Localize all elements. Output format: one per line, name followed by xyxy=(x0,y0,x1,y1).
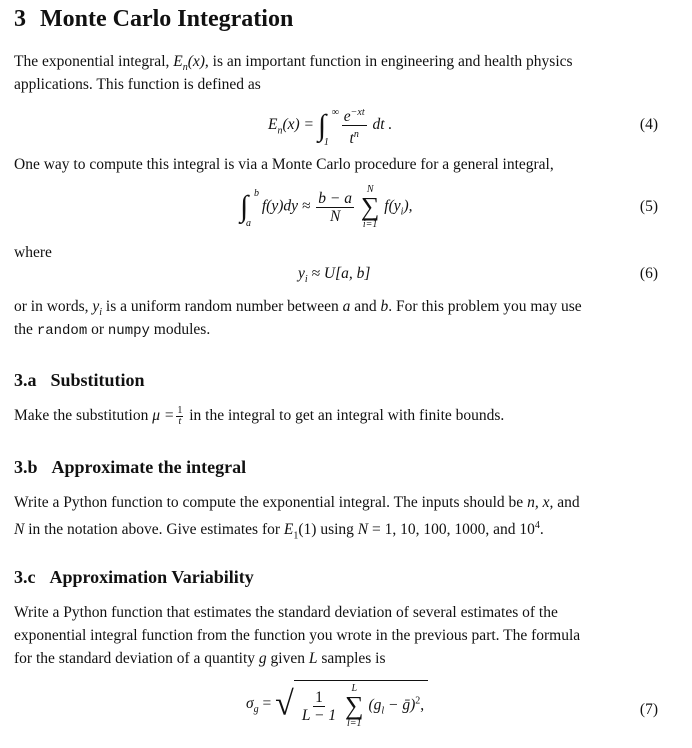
equation-4-number: (4) xyxy=(639,116,658,133)
intro-line-1: The exponential integral, $E_n(x)$, is an important function in engineering and health physics xyxy=(14,53,573,74)
integral-sign: ∫ ∞ 1 xyxy=(317,106,340,148)
integral-sign: ∫ b a xyxy=(240,188,259,229)
subsection-b-line-2: N in the notation above. Give estimates for $E_1(1)$ using N = 1, 10, 100, 1000, and $10^4$. xyxy=(14,520,544,542)
intro-line-2: applications. This function is defined as xyxy=(14,76,261,93)
equation-7: $\sigma_g$ = √ $\frac{1}{L - 1}$ L ∑ l=1 ($g_l$ − ḡ)$^2$, xyxy=(246,680,428,729)
subsection-c-line-3: for the standard deviation of a quantity g given L samples is xyxy=(14,650,386,667)
subsection-heading-a: 3.a Substitution xyxy=(14,370,145,390)
code-numpy: numpy xyxy=(107,323,150,339)
subsection-c-line-1: Write a Python function that estimates the standard deviation of several estimates of the xyxy=(14,604,558,621)
equation-5: ∫ b a f(y)dy ≈ $\frac{b - a}{N}$ N ∑ i=1 $f(y_i)$, xyxy=(240,184,413,230)
fraction: $\frac{1}{t}$ xyxy=(177,404,183,427)
code-random: random xyxy=(36,323,88,339)
words-line-1: or in words, $y_i$ is a uniform random number between a and b. For this problem you may use xyxy=(14,298,582,319)
subsection-heading-c: 3.c Approximation Variability xyxy=(14,567,254,587)
section-heading xyxy=(14,4,293,34)
mc-text: One way to compute this integral is via a Monte Carlo procedure for a general integral, xyxy=(14,156,554,173)
equation-4: $E_n(x)$ = ∫ ∞ 1 $\frac{e^{-xt}}{t^n}$ dt . xyxy=(268,104,392,147)
section-title: Monte Carlo Integration xyxy=(40,6,294,32)
fraction: $\frac{1}{L - 1}$ xyxy=(301,688,337,724)
subsection-heading-b: 3.b Approximate the integral xyxy=(14,457,247,477)
where-text: where xyxy=(14,244,52,261)
fraction: $\frac{e^{-xt}}{t^n}$ xyxy=(342,104,367,147)
fraction: $\frac{b - a}{N}$ xyxy=(318,189,352,225)
equation-6: $y_i \approx U[a$, b] xyxy=(298,265,371,286)
section-number: 3 xyxy=(14,6,26,32)
subsection-c-line-2: exponential integral function from the function you wrote in the previous part. The formula xyxy=(14,627,581,644)
sqrt-body: $\frac{1}{L - 1}$ L ∑ l=1 ($g_l$ − ḡ)$^2$, xyxy=(294,680,428,729)
equation-7-number: (7) xyxy=(639,701,658,718)
summation-sign: L ∑ l=1 xyxy=(345,683,364,729)
words-line-2: the random or numpy modules. xyxy=(14,321,211,339)
sqrt-sign: √ xyxy=(275,685,294,723)
subsection-a-text: Make the substitution μ = $\frac{1}{t}$ in the integral to get an integral with finite bounds. xyxy=(14,404,505,427)
summation-sign: N ∑ i=1 xyxy=(360,184,380,230)
subsection-b-line-1: Write a Python function to compute the exponential integral. The inputs should be n, x, and xyxy=(14,494,580,511)
inline-math-En: $E_n(x)$ xyxy=(173,53,205,74)
equation-5-number: (5) xyxy=(639,198,658,215)
equation-6-number: (6) xyxy=(639,265,658,282)
